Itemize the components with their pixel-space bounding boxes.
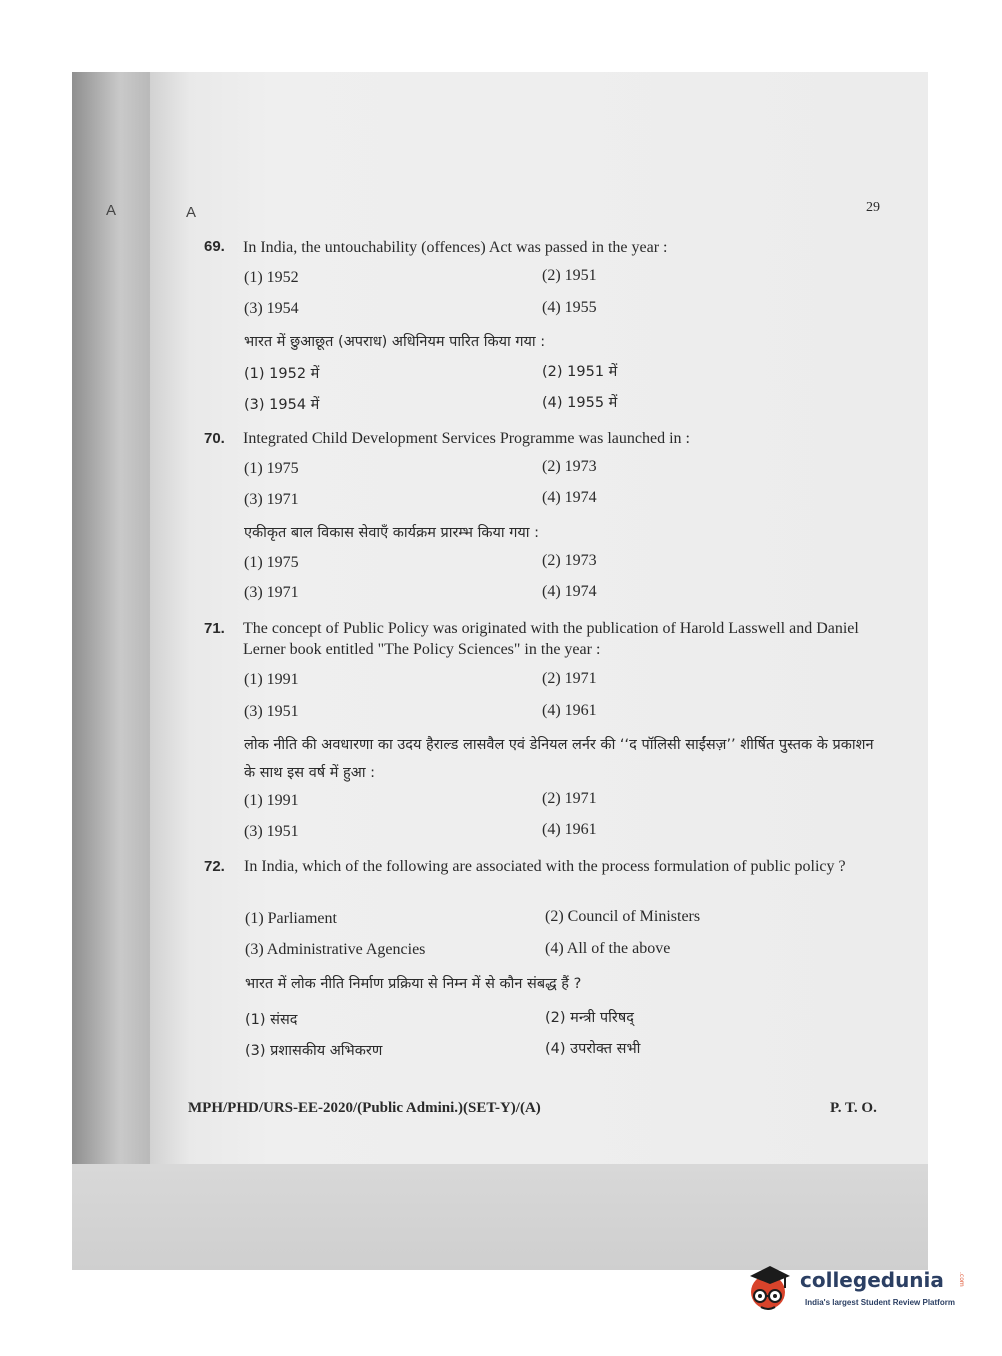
option-4-hi: (4) 1974 bbox=[542, 583, 597, 600]
option-2-hi: (2) 1971 bbox=[542, 790, 597, 807]
question-number: 71. bbox=[204, 620, 225, 637]
option-3: (3) 1954 bbox=[244, 300, 299, 317]
option-4: (4) 1974 bbox=[542, 489, 597, 506]
question-text-en: Integrated Child Development Services Programme was launched in : bbox=[243, 430, 690, 447]
option-2: (2) Council of Ministers bbox=[545, 908, 701, 925]
left-page-marker: A bbox=[106, 202, 117, 219]
option-1-hi: (1) 1952 में bbox=[244, 366, 320, 382]
option-4: (4) All of the above bbox=[545, 940, 671, 957]
option-4-hi: (4) उपरोक्त सभी bbox=[545, 1041, 641, 1057]
option-4: (4) 1955 bbox=[542, 299, 597, 316]
scanner-bed bbox=[72, 1164, 928, 1270]
question-text-hi: भारत में छुआछूत (अपराध) अधिनियम पारित किया गया : bbox=[244, 334, 546, 350]
option-1-hi: (1) संसद bbox=[245, 1012, 298, 1028]
option-1-hi: (1) 1975 bbox=[244, 554, 299, 571]
pto-label: P. T. O. bbox=[830, 1100, 877, 1116]
option-3-hi: (3) 1971 bbox=[244, 584, 299, 601]
collegedunia-mascot-icon bbox=[744, 1262, 794, 1312]
watermark-domain: .com bbox=[958, 1272, 965, 1287]
question-text-hi: भारत में लोक नीति निर्माण प्रक्रिया से निम्न में से कौन संबद्ध हैं ? bbox=[245, 976, 582, 992]
option-2: (2) 1971 bbox=[542, 670, 597, 687]
option-3-hi: (3) 1954 में bbox=[244, 397, 320, 413]
option-1: (1) Parliament bbox=[245, 910, 337, 927]
option-2-hi: (2) 1973 bbox=[542, 552, 597, 569]
page-marker: A bbox=[186, 204, 197, 221]
option-3-hi: (3) 1951 bbox=[244, 823, 299, 840]
question-number: 69. bbox=[204, 238, 225, 255]
question-text-hi: लोक नीति की अवधारणा का उदय हैराल्ड लासवैल एवं डेनियल लर्नर की ‘‘द पॉलिसी साईंसज़’’ शीर्षित पुस्तक के प्रकाशन के साथ इस वर्ष में हुआ : bbox=[244, 737, 874, 781]
option-2-hi: (2) मन्त्री परिषद् bbox=[545, 1010, 634, 1026]
question-text-en: In India, which of the following are associated with the process formulation of public policy ? bbox=[244, 858, 846, 875]
question-text-en: The concept of Public Policy was originated with the publication of Harold Lasswell and Daniel Lerner book entitled "The Policy Sciences" in the year : bbox=[243, 620, 859, 658]
option-2-hi: (2) 1951 में bbox=[542, 364, 618, 380]
question-text-en: In India, the untouchability (offences) Act was passed in the year : bbox=[243, 239, 668, 256]
option-2: (2) 1973 bbox=[542, 458, 597, 475]
exam-code: MPH/PHD/URS-EE-2020/(Public Admini.)(SET-Y)/(A) bbox=[188, 1100, 541, 1116]
option-3: (3) Administrative Agencies bbox=[245, 941, 426, 958]
option-4: (4) 1961 bbox=[542, 702, 597, 719]
question-text-hi: एकीकृत बाल विकास सेवाएँ कार्यक्रम प्रारम्भ किया गया : bbox=[244, 525, 540, 541]
option-3: (3) 1971 bbox=[244, 491, 299, 508]
option-1: (1) 1952 bbox=[244, 269, 299, 286]
option-4-hi: (4) 1961 bbox=[542, 821, 597, 838]
option-3: (3) 1951 bbox=[244, 703, 299, 720]
watermark-brand: collegedunia bbox=[800, 1268, 944, 1292]
option-3-hi: (3) प्रशासकीय अभिकरण bbox=[245, 1043, 383, 1059]
question-number: 70. bbox=[204, 430, 225, 447]
option-1: (1) 1975 bbox=[244, 460, 299, 477]
option-1: (1) 1991 bbox=[244, 671, 299, 688]
option-1-hi: (1) 1991 bbox=[244, 792, 299, 809]
previous-page-edge bbox=[72, 72, 152, 1270]
option-2: (2) 1951 bbox=[542, 267, 597, 284]
question-number: 72. bbox=[204, 858, 225, 875]
page-number: 29 bbox=[866, 200, 880, 215]
watermark-tagline: India's largest Student Review Platform bbox=[805, 1298, 955, 1307]
option-4-hi: (4) 1955 में bbox=[542, 395, 618, 411]
